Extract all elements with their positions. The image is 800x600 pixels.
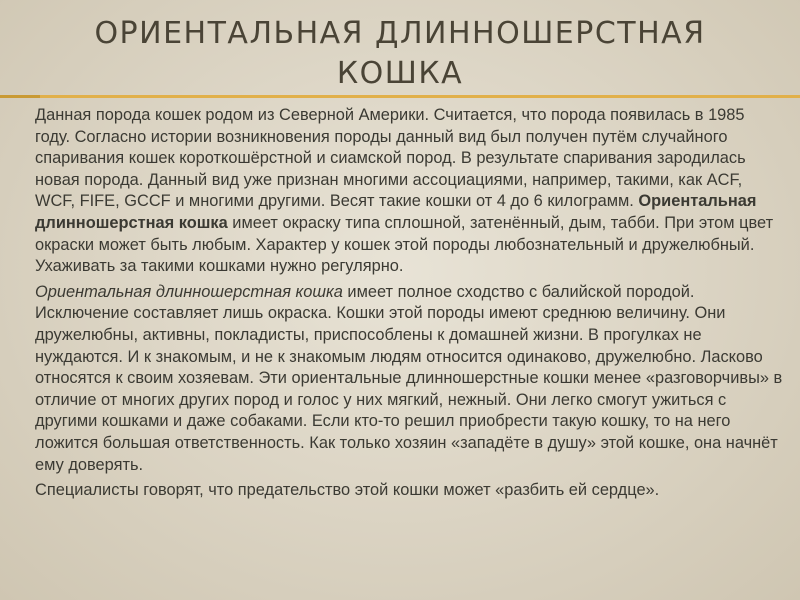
- paragraph-1: [35, 105, 783, 278]
- slide-body: [35, 105, 783, 506]
- title-divider: [0, 95, 800, 98]
- paragraph-1-bold-term: Ориентальная длинношерстная кошка: [35, 192, 757, 232]
- paragraph-1-rest: имеет окраску типа сплошной, затенённый, дым, табби. При этом цвет окраски может быть любым. Характер у кошек этой породы любознательный и дружелюбный. Ухаживать за такими кошками нужно регулярно.: [35, 213, 774, 276]
- paragraph-3: Специалисты говорят, что предательство этой кошки может «разбить ей сердце».: [35, 481, 660, 500]
- paragraph-2: [35, 282, 783, 476]
- paragraph-1-lead: Данная порода кошек родом из Северной Америки. Считается, что порода появилась в 1985 году. Согласно истории возникновения породы данный вид был получен путём случайного спаривания кошек короткошёрстной и сиамской пород. В результате спаривания зародилась новая порода. Данный вид уже признан многими ассоциациями, например, такими, как ACF, WCF, FIFE, GCCF и многими другими. Весят такие кошки от 4 до 6 килограмм.: [35, 106, 746, 211]
- paragraph-2-italic-term: Ориентальная длинношерстная кошка: [35, 282, 343, 301]
- slide-title: ОРИЕНТАЛЬНАЯ ДЛИННОШЕРСТНАЯ КОШКА: [94, 16, 706, 91]
- paragraph-2-rest: имеет полное сходство с балийской породой. Исключение составляет лишь окраска. Кошки этой породы имеют среднюю величину. Они дружелюбны, активны, покладисты, приспособлены к домашней жизни. В прогулках не нуждаются. И к знакомым, и не к знакомым людям относится одинаково, дружелюбно. Ласково относятся к своим хозяевам. Эти ориентальные длинношерстные кошки менее «разговорчивы» в отличие от многих других пород и голос у них мягкий, нежный. Они легко смогут ужиться с другими кошками и даже собаками. Если кто-то решил приобрести такую кошку, то на него ложится большая ответственность. Как только хозяин «западёте в душу» этой кошке, она начнёт ему доверять.: [35, 282, 783, 474]
